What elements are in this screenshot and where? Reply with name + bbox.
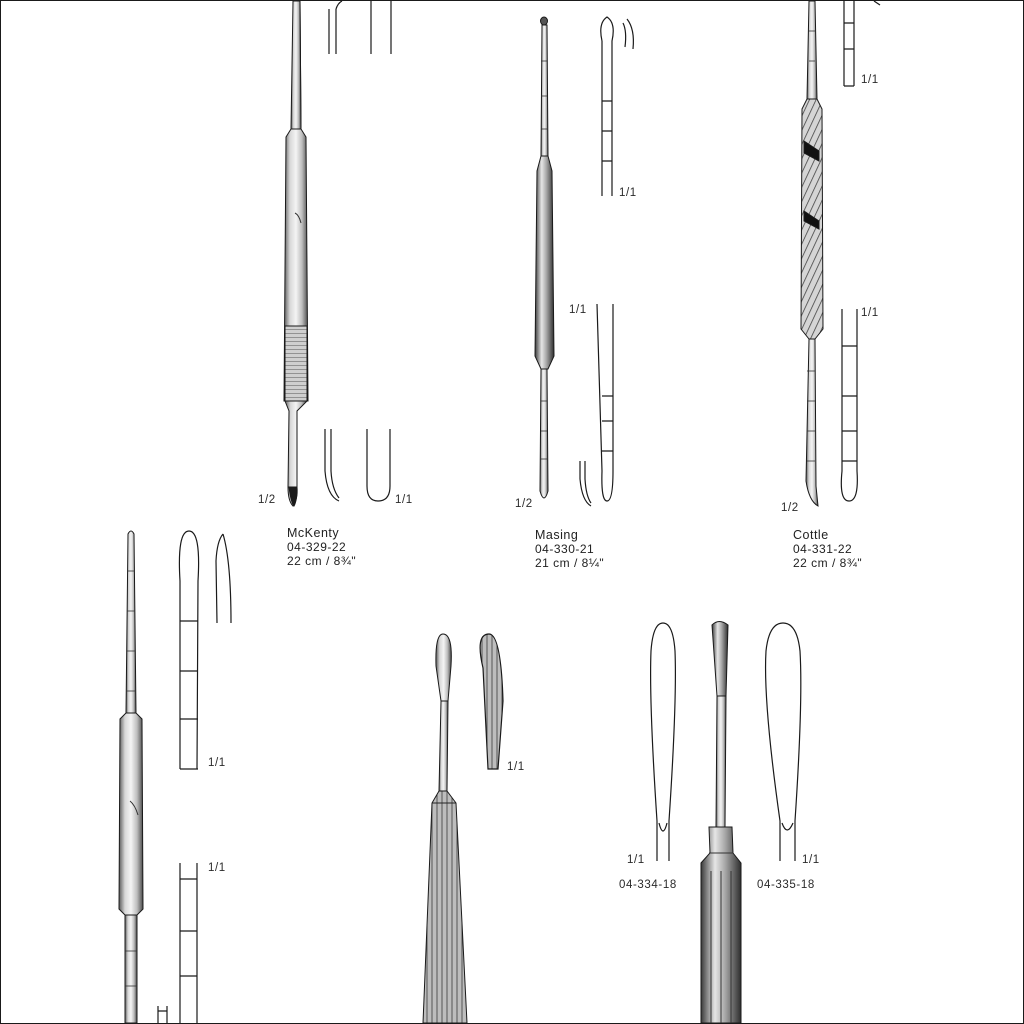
right-instrument	[701, 622, 741, 1024]
mckenty-tip-scale-label: 1/1	[395, 494, 413, 506]
mckenty-tip-outlines	[325, 1, 391, 501]
product-size: 22 cm / 8¾"	[287, 554, 357, 568]
lower-left-instrument	[119, 531, 143, 1023]
masing-caption	[535, 528, 604, 570]
masing-tip-outlines	[580, 17, 633, 506]
masing-instrument	[535, 17, 554, 498]
right-left-scale-label: 1/1	[627, 854, 645, 866]
product-name: Cottle	[793, 528, 829, 542]
product-name: McKenty	[287, 526, 340, 540]
lower-left-tip-outlines	[158, 531, 231, 1023]
product-size: 22 cm / 8¾"	[793, 556, 863, 570]
lower-left-top-scale-label: 1/1	[208, 757, 226, 769]
raspatory-instrument	[423, 634, 467, 1023]
raspatory-tip-outline	[480, 634, 503, 769]
cottle-caption	[793, 528, 862, 570]
right-right-scale-label: 1/1	[802, 854, 820, 866]
mckenty-caption	[287, 526, 356, 568]
product-code: 04-331-22	[793, 542, 853, 556]
instrument-illustrations	[1, 1, 1023, 1023]
product-code: 04-330-21	[535, 542, 595, 556]
cottle-mid-scale-label: 1/1	[861, 307, 879, 319]
mckenty-half-scale-label: 1/2	[258, 494, 276, 506]
cottle-instrument	[801, 1, 823, 506]
product-code: 04-329-22	[287, 540, 347, 554]
raspatory-scale-label: 1/1	[507, 761, 525, 773]
mckenty-instrument	[284, 1, 308, 506]
cottle-half-scale-label: 1/2	[781, 502, 799, 514]
product-size: 21 cm / 8¼"	[535, 556, 605, 570]
masing-half-scale-label: 1/2	[515, 498, 533, 510]
masing-top-scale-label: 1/1	[619, 187, 637, 199]
masing-mid-scale-label: 1/1	[569, 304, 587, 316]
code-04-334-18: 04-334-18	[619, 879, 677, 891]
code-04-335-18: 04-335-18	[757, 879, 815, 891]
product-name: Masing	[535, 528, 579, 542]
cottle-top-scale-label: 1/1	[861, 74, 879, 86]
lower-left-mid-scale-label: 1/1	[208, 862, 226, 874]
